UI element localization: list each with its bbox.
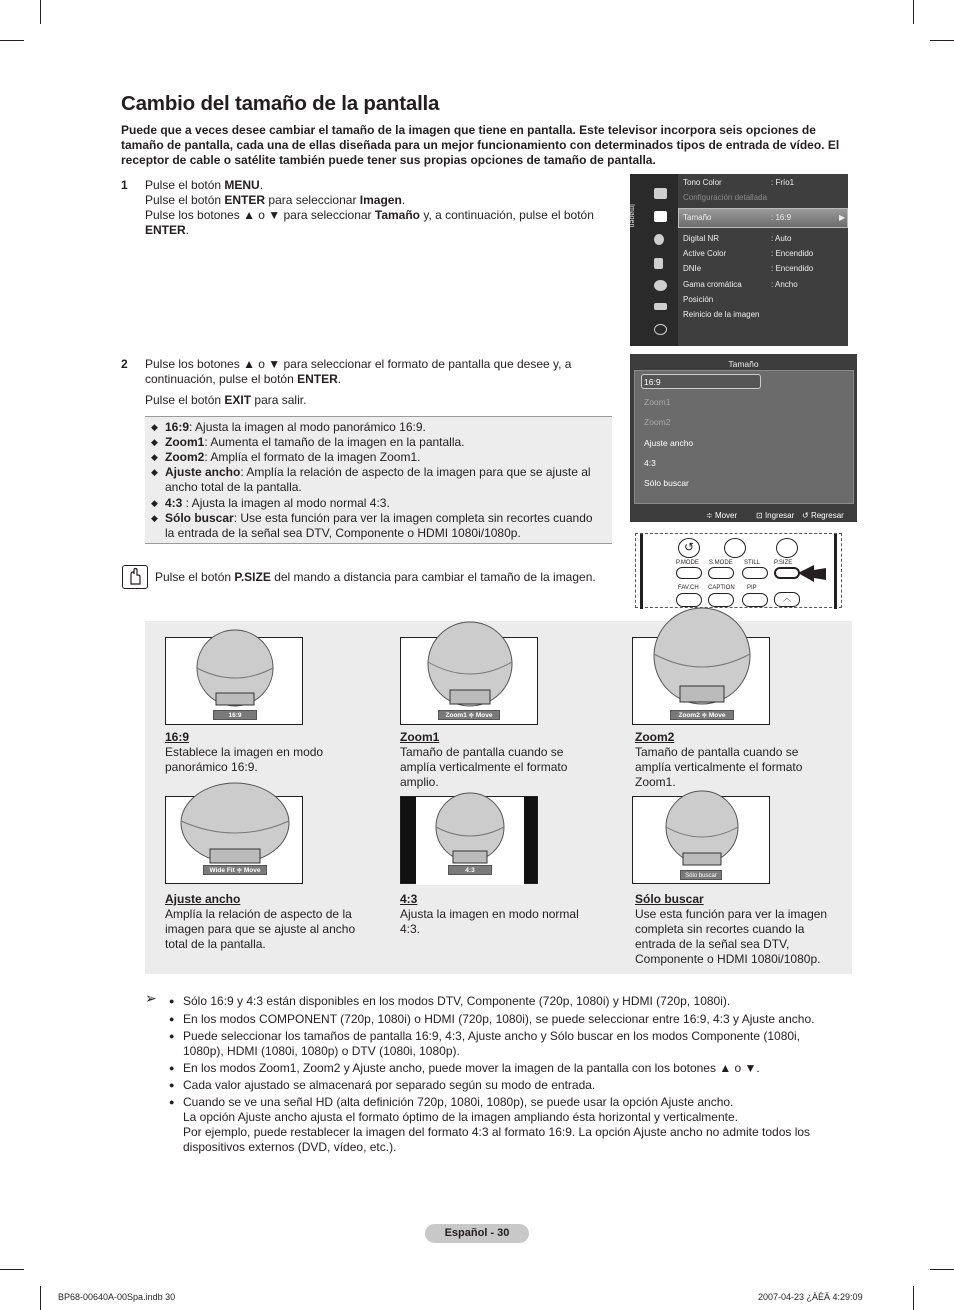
mode-tag: Sólo buscar xyxy=(680,870,722,880)
thumbnail-wide-fit xyxy=(165,796,303,884)
menu-title: Tamaño xyxy=(728,359,759,369)
menu-item[interactable]: Ajuste ancho xyxy=(644,438,694,448)
list-item: ◆ Zoom2: Amplía el formato de la imagen Zoom1. xyxy=(151,450,421,464)
menu-row-selected[interactable]: Tamaño : 16:9 ▶ xyxy=(683,213,846,222)
menu-row[interactable]: Reinicio de la imagen xyxy=(683,310,760,319)
arrow-right-icon: ▶ xyxy=(839,213,846,222)
return-button[interactable]: ↺ xyxy=(678,538,700,558)
crop-mark xyxy=(0,1269,24,1270)
menu-row[interactable]: Digital NR : Auto xyxy=(683,234,792,243)
bullet-diamond-icon: ◆ xyxy=(151,467,158,477)
bullet-icon: ● xyxy=(169,1063,175,1073)
list-item: ● En los modos Zoom1, Zoom2 y Ajuste ancho, puede mover la imagen de la pantalla con los botones ▲ o ▼. xyxy=(169,1061,760,1075)
intro-paragraph: Puede que a veces desee cambiar el tamaño de la imagen que tiene en pantalla. Este televisor incorpora seis opciones de tamaño de pantalla, cada una de ellas diseñada para un mejor funcionamiento con determinados tipos de entrada de vídeo. El receptor de cable o satélite también puede tener sus propias opciones de tamaño de pantalla. xyxy=(121,123,840,167)
pip-button[interactable] xyxy=(742,593,768,607)
mode-tag: Zoom2 ≑ Move xyxy=(670,710,734,720)
support-icon xyxy=(654,324,667,335)
caption-zoom1: Zoom1 Tamaño de pantalla cuando se amplía verticalmente el formato amplio. xyxy=(400,730,568,789)
bullet-diamond-icon: ◆ xyxy=(151,452,158,462)
hand-note-icon xyxy=(122,565,148,589)
menu-item[interactable]: Zoom2 xyxy=(644,417,671,427)
menu-list xyxy=(678,174,848,346)
caption-4-3: 4:3 Ajusta la imagen en modo normal 4:3. xyxy=(400,892,579,936)
menu-row[interactable]: DNIe : Encendido xyxy=(683,264,814,273)
thumbnail-zoom2 xyxy=(632,637,770,725)
bullet-diamond-icon: ◆ xyxy=(151,498,158,508)
footer-return: ↺ Regresar xyxy=(802,511,844,520)
remote-label: P.SIZE xyxy=(774,560,793,566)
list-item: ◆ Sólo buscar: Use esta función para ver la imagen completa sin recortes cuando la entrada de la señal sea DTV, Componente o HDMI 1080i/1080p. xyxy=(151,511,593,540)
smode-button[interactable] xyxy=(708,567,734,579)
list-item: ◆ Zoom1: Aumenta el tamaño de la imagen en la pantalla. xyxy=(151,435,465,449)
bullet-icon: ● xyxy=(169,1031,175,1041)
crop-mark xyxy=(40,1286,41,1310)
crop-mark xyxy=(913,1286,914,1310)
list-item: ◆ Ajuste ancho: Amplía la relación de aspecto de la imagen para que se ajuste al ancho total de la pantalla. xyxy=(151,465,591,494)
remote-control-illustration xyxy=(635,533,842,608)
menu-row[interactable]: Configuración detallada xyxy=(683,193,768,202)
menu-row[interactable]: Active Color : Encendido xyxy=(683,249,814,258)
size-menu-screenshot xyxy=(630,354,857,522)
crop-mark xyxy=(0,40,24,41)
remote-label: P.MODE xyxy=(676,560,699,566)
picture-menu-screenshot xyxy=(630,174,848,346)
favch-button[interactable] xyxy=(676,593,702,607)
page-title: Cambio del tamaño de la pantalla xyxy=(121,92,440,115)
remote-edge xyxy=(834,534,837,609)
pointer-arrow-icon xyxy=(796,562,828,584)
bullet-diamond-icon: ◆ xyxy=(151,422,158,432)
menu-item[interactable]: Sólo buscar xyxy=(644,478,689,488)
enter-icon: ⊡ xyxy=(756,511,763,520)
list-item: ● Cada valor ajustado se almacenará por separado según su modo de entrada. xyxy=(169,1078,596,1092)
sound-icon xyxy=(654,234,664,245)
menu-item[interactable]: Zoom1 xyxy=(644,397,671,407)
footer-file-info: BP68-00640A-00Spa.indb 30 xyxy=(58,1292,176,1302)
step-number: 2 xyxy=(121,357,128,371)
bullet-icon: ● xyxy=(169,1080,175,1090)
caption-button[interactable] xyxy=(708,593,734,607)
return-icon: ↺ xyxy=(802,511,809,520)
bullet-icon: ● xyxy=(169,1097,175,1107)
footer-move: ≑ Mover xyxy=(706,511,738,520)
step1-text: Pulse el botón MENU. Pulse el botón ENTER para seleccionar Imagen. Pulse los botones ▲ o ▼ para seleccionar Tamaño y, a continuación, pulse el botón ENTER. xyxy=(145,178,594,237)
page-number-badge: Español - 30 xyxy=(425,1224,529,1243)
setup-icon xyxy=(654,280,667,291)
caption-16-9: 16:9 Establece la imagen en modo panorámico 16:9. xyxy=(165,730,324,774)
menu-category-label: Imagen xyxy=(628,204,635,228)
remote-label: FAV.CH xyxy=(678,585,699,591)
menu-row[interactable]: Posición xyxy=(683,295,714,304)
menu-item-selected[interactable]: 16:9 xyxy=(644,377,661,387)
still-button[interactable] xyxy=(742,567,768,579)
remote-label: STILL xyxy=(744,560,761,566)
thumbnail-4-3 xyxy=(400,796,538,884)
thumbnail-16-9 xyxy=(165,637,303,725)
psize-note: Pulse el botón P.SIZE del mando a distancia para cambiar el tamaño de la imagen. xyxy=(155,570,596,584)
round-button[interactable] xyxy=(776,538,798,558)
mode-tag: Zoom1 ≑ Move xyxy=(438,710,500,720)
list-item: ● En los modos COMPONENT (720p, 1080i) o HDMI (720p, 1080i), se puede seleccionar entre 16:9, 4:3 y Ajuste ancho. xyxy=(169,1012,815,1026)
menu-panel xyxy=(634,370,854,504)
note-arrow-icon: ➢ xyxy=(145,990,157,1006)
remote-label: CAPTION xyxy=(708,585,735,591)
crop-mark xyxy=(913,0,914,24)
caption-wide-fit: Ajuste ancho Amplía la relación de aspecto de la imagen para que se ajuste al ancho total de la pantalla. xyxy=(165,892,356,951)
thumbnail-zoom1 xyxy=(400,637,538,725)
step2-text: Pulse los botones ▲ o ▼ para seleccionar el formato de pantalla que desee y, a continuación, pulse el botón ENTER. Pulse el botón EXIT para salir. xyxy=(145,357,572,407)
caption-just-scan: Sólo buscar Use esta función para ver la imagen completa sin recortes cuando la entrada de la señal sea DTV, Componente o HDMI 1080i/1080p. xyxy=(635,892,828,966)
footer-timestamp: 2007-04-23 ¿ÀÈÄ 4:29:09 xyxy=(758,1292,863,1302)
menu-row[interactable]: Tono Color : Frío1 xyxy=(683,178,795,187)
mode-tag: 4:3 xyxy=(448,865,492,875)
mode-tag: 16:9 xyxy=(213,710,257,720)
channel-icon xyxy=(654,258,663,269)
bullet-diamond-icon: ◆ xyxy=(151,437,158,447)
menu-row[interactable]: Gama cromática : Ancho xyxy=(683,280,798,289)
channel-up-button[interactable]: ︿ xyxy=(774,592,800,607)
footer-enter: ⊡ Ingresar xyxy=(756,511,795,520)
list-item: ● Cuando se ve una señal HD (alta definición 720p, 1080i, 1080p), se puede usar la opción Ajuste ancho. La opción Ajuste ancho ajusta el formato óptimo de la imagen ampliando ésta horizontal y verticalmente. Por ejemplo, puede restablecer la imagen del formato 4:3 al formato 16:9. La opción Ajuste ancho no admite todos los dispositivos externos (DVD, vídeo, etc.). xyxy=(169,1095,811,1154)
bullet-icon: ● xyxy=(169,1014,175,1024)
round-button[interactable] xyxy=(724,538,746,558)
list-item: ● Sólo 16:9 y 4:3 están disponibles en los modos DTV, Componente (720p, 1080i) y HDMI (720p, 1080i). xyxy=(169,994,731,1008)
crop-mark xyxy=(930,1269,954,1270)
size-examples-panel xyxy=(145,621,852,974)
step-number: 1 xyxy=(121,178,128,192)
input-icon xyxy=(654,188,667,199)
crop-mark xyxy=(930,40,954,41)
antenna-icon xyxy=(654,303,667,310)
remote-edge xyxy=(640,534,643,609)
picture-icon xyxy=(654,211,667,222)
menu-sidebar xyxy=(630,174,678,346)
caption-zoom2: Zoom2 Tamaño de pantalla cuando se amplía verticalmente el formato Zoom1. xyxy=(635,730,803,789)
menu-item[interactable]: 4:3 xyxy=(644,458,656,468)
thumbnail-just-scan xyxy=(632,796,770,884)
list-item: ◆ 4:3 : Ajusta la imagen al modo normal 4:3. xyxy=(151,496,390,510)
size-options-list xyxy=(145,416,612,544)
bullet-icon: ● xyxy=(169,996,175,1006)
remote-label: PIP xyxy=(747,585,757,591)
updown-icon: ≑ xyxy=(706,511,713,520)
bullet-diamond-icon: ◆ xyxy=(151,513,158,523)
remote-label: S.MODE xyxy=(709,560,733,566)
list-item: ● Puede seleccionar los tamaños de pantalla 16:9, 4:3, Ajuste ancho y Sólo buscar en los modos Componente (1080i, 1080p), HDMI (1080i, 1080p) o DTV (1080i, 1080p). xyxy=(169,1029,801,1058)
list-item: ◆ 16:9: Ajusta la imagen al modo panorámico 16:9. xyxy=(151,420,426,434)
mode-tag: Wide Fit ≑ Move xyxy=(203,865,267,875)
crop-mark xyxy=(40,0,41,24)
pmode-button[interactable] xyxy=(676,567,702,579)
